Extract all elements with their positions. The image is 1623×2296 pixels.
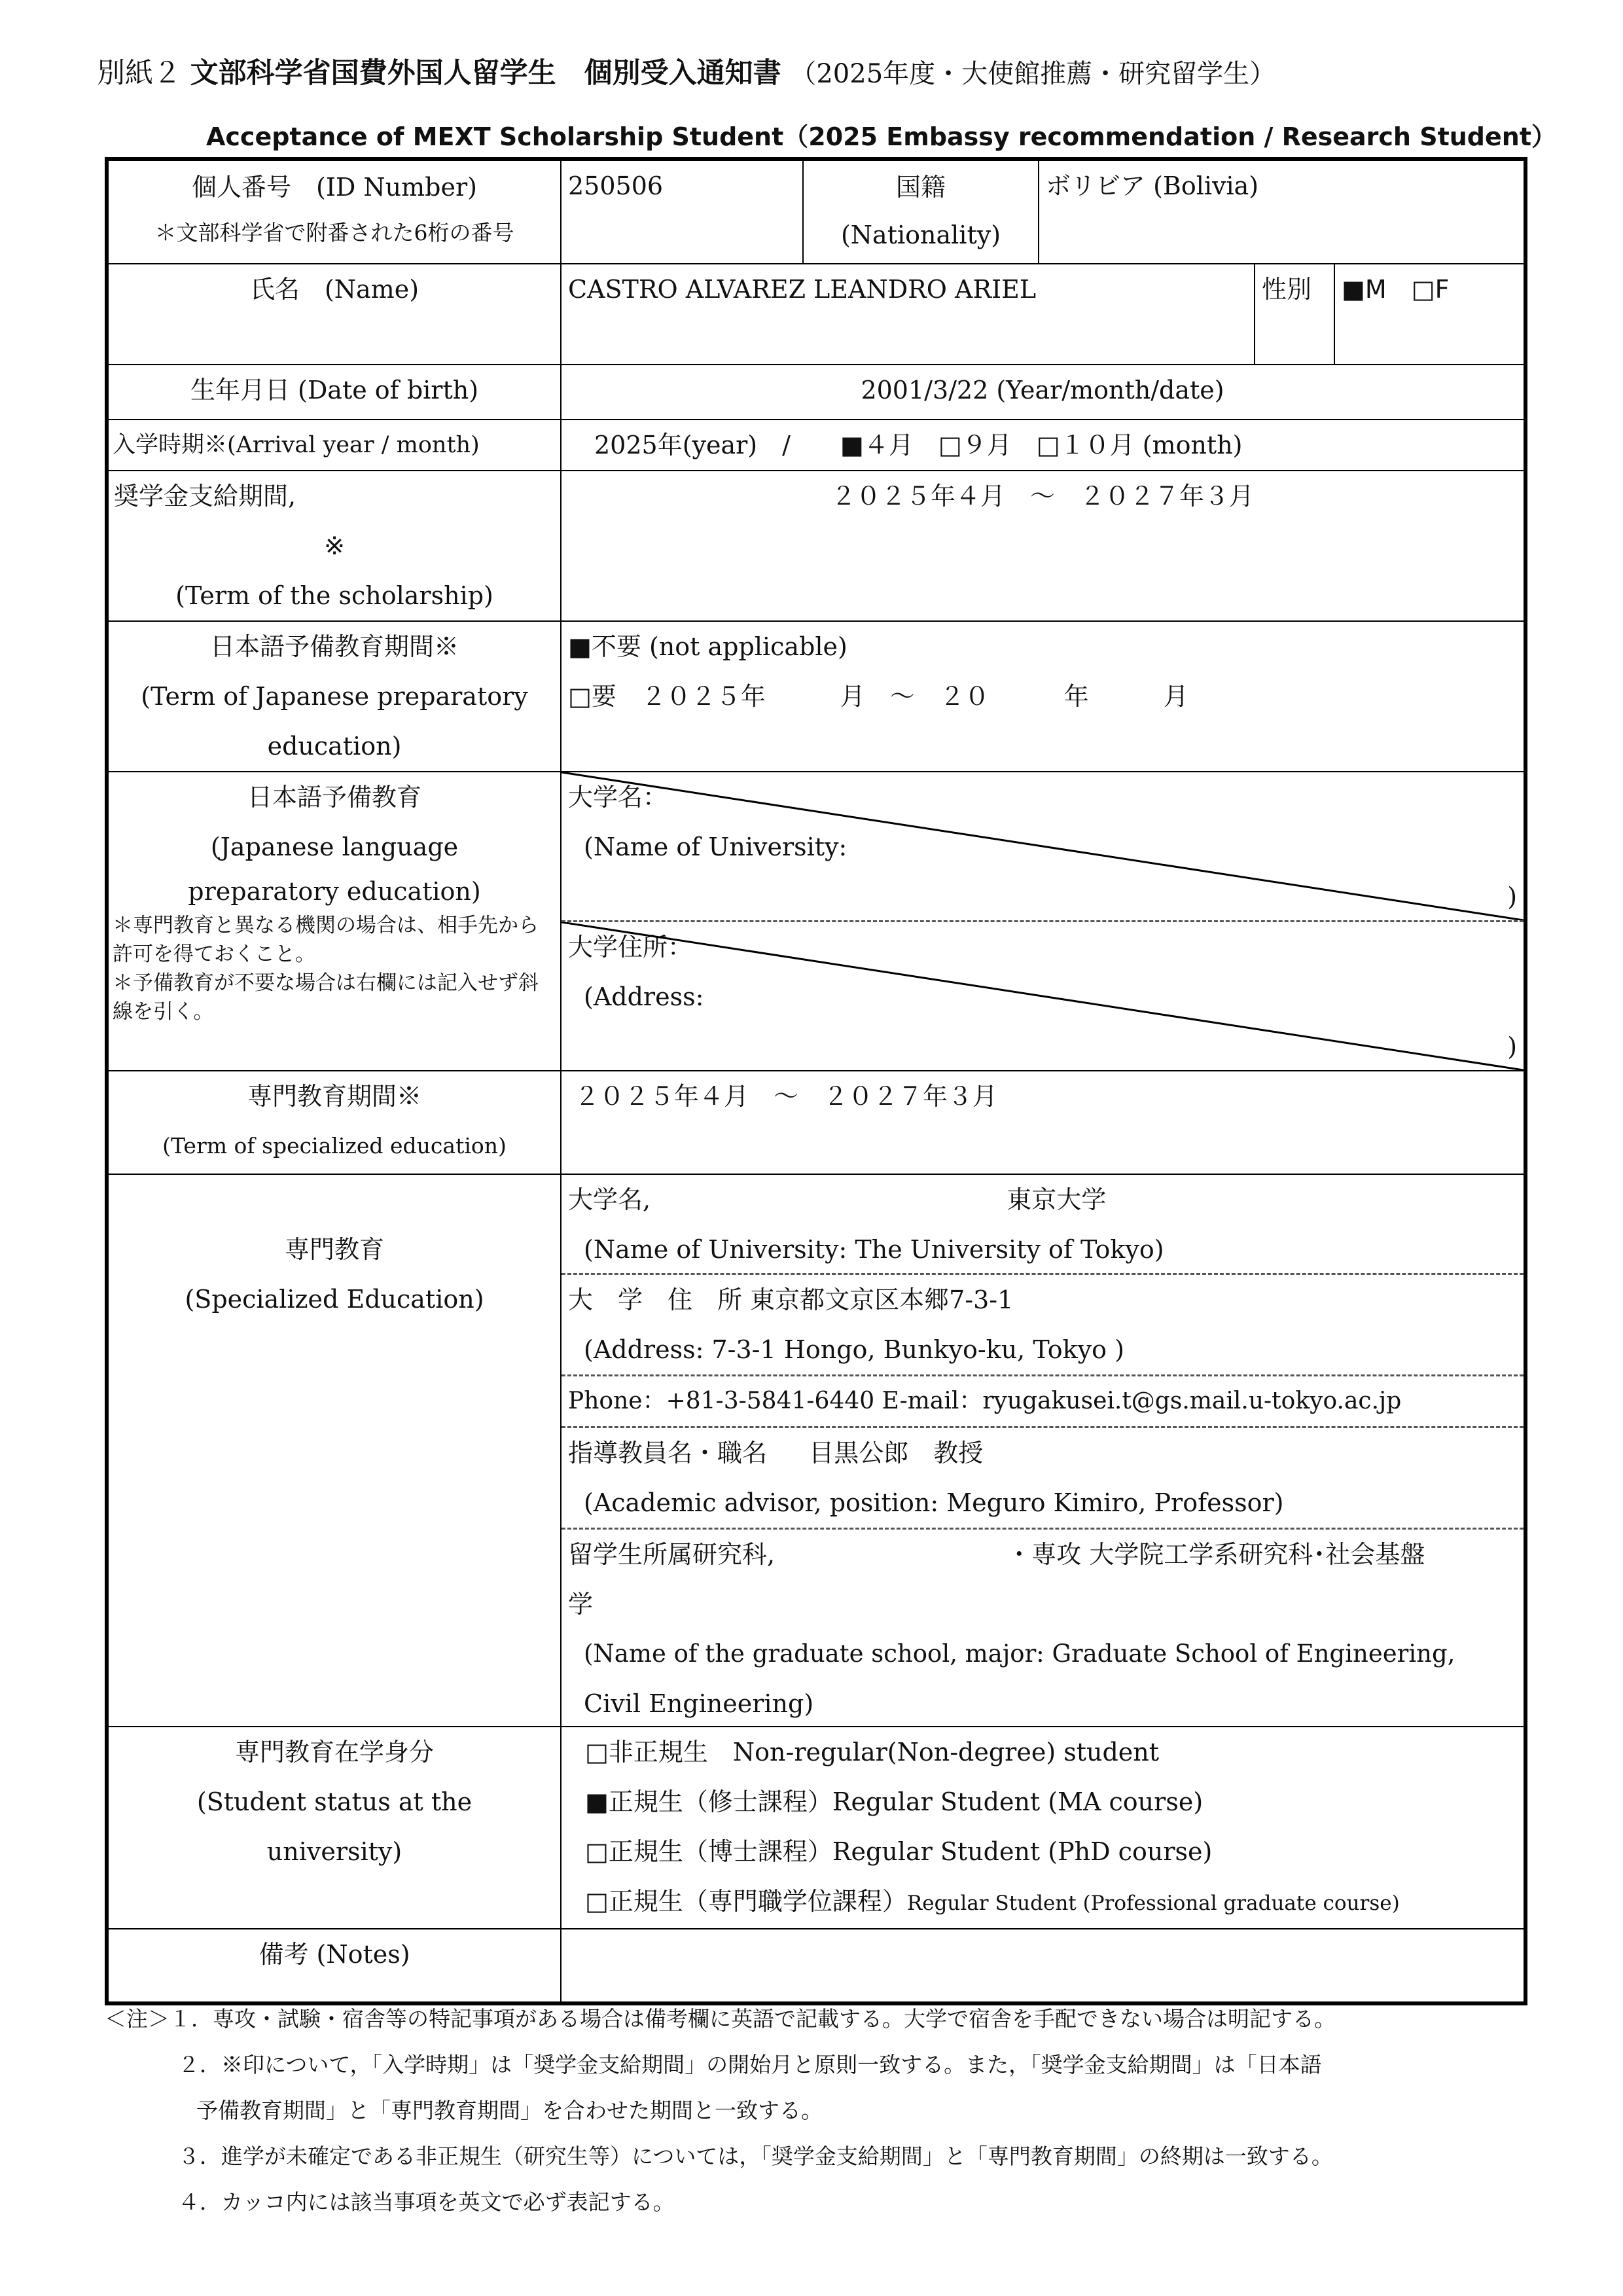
dob-label-cell bbox=[107, 365, 561, 420]
notes-label-cell bbox=[107, 1929, 561, 2003]
document-subtitle: Acceptance of MEXT Scholarship Student（2025 Embassy recommendation / Research Student） bbox=[206, 122, 1556, 151]
name-label-cell bbox=[107, 264, 561, 365]
scholarship-value: ２０２５年４月 ～ ２０２７年３月 bbox=[831, 482, 1255, 511]
spec-advisor-label: 指導教員名・職名 bbox=[568, 1439, 768, 1467]
scholarship-label-3: (Term of the scholarship) bbox=[175, 581, 493, 610]
row-arrival bbox=[107, 420, 1525, 471]
row-dob bbox=[107, 365, 1525, 420]
spec-school-value: 大学院工学系研究科･社会基盤 bbox=[1089, 1540, 1425, 1569]
title-main: 文部科学省国費外国人留学生 個別受入通知書 bbox=[190, 57, 781, 90]
spec-univ-block bbox=[562, 1175, 1524, 1275]
title-sub: （2025年度・大使館推薦・研究留学生） bbox=[790, 59, 1276, 89]
strike-line bbox=[562, 772, 1524, 920]
jp-prep-univ-label: 大学名： bbox=[568, 783, 668, 812]
jp-prep-term-option-1: ■不要 (not applicable) bbox=[568, 632, 847, 661]
row-scholarship bbox=[107, 471, 1525, 621]
arrival-label-cell bbox=[107, 420, 561, 471]
jp-prep-label-3: preparatory education) bbox=[188, 877, 481, 906]
id-label-cell bbox=[107, 159, 561, 264]
notes-label: 備考 (Notes) bbox=[259, 1940, 410, 1969]
scholarship-label-1: 奨学金支給期間, bbox=[114, 482, 296, 511]
acceptance-form-table bbox=[105, 157, 1527, 2005]
spec-univ-value: 東京大学 bbox=[1007, 1185, 1107, 1214]
footnote-1: ＜注＞１．専攻・試験・宿舎等の特記事項がある場合は備考欄に英語で記載する。大学で宿舎を手配できない場合は明記する。 bbox=[105, 2006, 1336, 2032]
spec-addr-label: 大 学 住 所 bbox=[568, 1285, 743, 1314]
jp-prep-note-2: ＊予備教育が不要な場合は右欄には記入せず斜線を引く。 bbox=[113, 971, 539, 1024]
spec-advisor-en: (Academic advisor, position: Meguro Kimiro, Professor) bbox=[584, 1488, 1284, 1517]
jp-prep-term-label-1: 日本語予備教育期間※ bbox=[209, 632, 459, 661]
row-jp-prep-term bbox=[107, 621, 1525, 772]
footnote-2-cont: 予備教育期間」と「専門教育期間」を合わせた期間と一致する。 bbox=[196, 2098, 823, 2123]
jp-prep-note-1: ＊専門教育と異なる機関の場合は、相手先から許可を得ておくこと。 bbox=[113, 914, 539, 966]
spec-univ-label: 大学名, bbox=[568, 1185, 651, 1214]
jp-prep-univ-block bbox=[562, 772, 1524, 922]
footnote-4: ４．カッコ内には該当事項を英文で必ず表記する。 bbox=[178, 2189, 675, 2215]
footnotes bbox=[105, 1996, 1336, 2225]
jp-prep-addr-block bbox=[562, 922, 1524, 1070]
status-label-3: university) bbox=[266, 1837, 402, 1866]
row-name bbox=[107, 264, 1525, 365]
jp-prep-term-value-cell bbox=[561, 621, 1525, 772]
footnote-3: ３．進学が未確定である非正規生（研究生等）については，「奨学金支給期間」と「専門教育期間」の終期は一致する。 bbox=[178, 2144, 1333, 2169]
spec-term-value: ２０２５年４月 ～ ２０２７年３月 bbox=[575, 1082, 998, 1111]
dob-value-cell bbox=[561, 365, 1525, 420]
spec-contact-block bbox=[562, 1376, 1524, 1428]
status-label-2: (Student status at the bbox=[196, 1787, 473, 1816]
status-option-1: □非正規生 Non-regular(Non-degree) student bbox=[585, 1738, 1160, 1767]
name-value: CASTRO ALVAREZ LEANDRO ARIEL bbox=[568, 275, 1037, 304]
sex-label: 性別 bbox=[1262, 275, 1312, 304]
row-spec bbox=[107, 1174, 1525, 1727]
jp-prep-addr-close: ) bbox=[1507, 1032, 1518, 1061]
jp-prep-term-label-cell bbox=[107, 621, 561, 772]
jp-prep-univ-close: ) bbox=[1507, 882, 1518, 911]
status-value-cell bbox=[561, 1727, 1525, 1929]
spec-advisor-block bbox=[562, 1428, 1524, 1530]
sex-value: ■M □F bbox=[1342, 275, 1450, 304]
jp-prep-addr-label: 大学住所： bbox=[568, 933, 693, 961]
nationality-label: 国籍 bbox=[895, 173, 946, 202]
dob-label: 生年月日 (Date of birth) bbox=[190, 376, 479, 404]
spec-school-value-cont: 学 bbox=[568, 1590, 594, 1619]
spec-univ-en: (Name of University: The University of Tokyo) bbox=[584, 1235, 1164, 1264]
spec-term-label-cell bbox=[107, 1071, 561, 1174]
spec-label-2: (Specialized Education) bbox=[185, 1285, 484, 1314]
status-label-cell bbox=[107, 1727, 561, 1929]
notes-value-cell bbox=[561, 1929, 1525, 2003]
name-label: 氏名 (Name) bbox=[249, 275, 419, 304]
scholarship-label-cell bbox=[107, 471, 561, 621]
spec-contact: Phone：+81-3-5841-6440 E-mail：ryugakusei.t@gs.mail.u-tokyo.ac.jp bbox=[568, 1388, 1402, 1414]
jp-prep-univ-label-en: (Name of University: bbox=[584, 833, 847, 861]
spec-value-cell bbox=[561, 1174, 1525, 1727]
spec-school-en-1: (Name of the graduate school, major: Graduate School of Engineering, bbox=[584, 1640, 1455, 1668]
row-status bbox=[107, 1727, 1525, 1929]
id-value: 250506 bbox=[568, 171, 664, 200]
footnote-2: ２．※印について，「入学時期」は「奨学金支給期間」の開始月と原則一致する。また，「奨学金支給期間」は「日本語 bbox=[178, 2052, 1322, 2077]
spec-addr-value: 東京都文京区本郷7-3-1 bbox=[750, 1285, 1014, 1314]
jp-prep-term-label-2: (Term of Japanese preparatory bbox=[141, 682, 528, 711]
status-option-2: ■正規生（修士課程）Regular Student (MA course) bbox=[585, 1787, 1204, 1816]
jp-prep-term-label-3: education) bbox=[267, 732, 402, 761]
spec-term-label-1: 専門教育期間※ bbox=[247, 1082, 421, 1111]
spec-term-label-2: (Term of specialized education) bbox=[162, 1133, 507, 1158]
nationality-value: ボリビア (Bolivia) bbox=[1046, 171, 1259, 200]
spec-school-label: 留学生所属研究科, bbox=[568, 1540, 776, 1569]
jp-prep-label-2: (Japanese language bbox=[210, 833, 459, 861]
name-value-cell bbox=[561, 264, 1255, 365]
id-value-cell bbox=[561, 159, 803, 264]
arrival-value-cell bbox=[561, 420, 1525, 471]
jp-prep-label-1: 日本語予備教育 bbox=[247, 783, 421, 812]
nationality-label-cell bbox=[803, 159, 1039, 264]
jp-prep-value-cell bbox=[561, 772, 1525, 1071]
spec-addr-en: (Address: 7-3-1 Hongo, Bunkyo-ku, Tokyo ) bbox=[584, 1335, 1124, 1364]
row-spec-term bbox=[107, 1071, 1525, 1174]
arrival-label: 入学時期※(Arrival year / month) bbox=[113, 432, 480, 458]
spec-label-cell bbox=[107, 1174, 561, 1727]
status-option-4-en: Regular Student (Professional graduate course) bbox=[906, 1892, 1400, 1915]
spec-addr-block bbox=[562, 1275, 1524, 1376]
scholarship-label-2: ※ bbox=[324, 531, 345, 560]
id-label: 個人番号 (ID Number) bbox=[192, 173, 477, 202]
spec-label-1: 専門教育 bbox=[284, 1235, 384, 1264]
nationality-value-cell bbox=[1039, 159, 1525, 264]
spec-term-value-cell bbox=[561, 1071, 1525, 1174]
jp-prep-term-option-2: □要 ２０２５年 月 ～ ２０ 年 月 bbox=[568, 682, 1188, 711]
dob-value: 2001/3/22 (Year/month/date) bbox=[861, 376, 1224, 404]
sex-label-cell bbox=[1255, 264, 1334, 365]
jp-prep-addr-label-en: (Address: bbox=[584, 982, 704, 1011]
scholarship-value-cell bbox=[561, 471, 1525, 621]
row-notes bbox=[107, 1929, 1525, 2003]
spec-advisor-value: 目黒公郎 教授 bbox=[809, 1439, 984, 1467]
id-label-note: ＊文部科学省で附番された6桁の番号 bbox=[154, 220, 514, 245]
row-jp-prep bbox=[107, 772, 1525, 1071]
status-option-4-jp: □正規生（専門職学位課程） bbox=[585, 1887, 907, 1916]
sex-value-cell bbox=[1334, 264, 1525, 365]
nationality-label-en: (Nationality) bbox=[840, 221, 1001, 249]
jp-prep-label-cell bbox=[107, 772, 561, 1071]
title-prefix: 別紙２ bbox=[97, 57, 181, 90]
document-title bbox=[97, 51, 1275, 91]
row-id bbox=[107, 159, 1525, 264]
spec-school-mid: ・専攻 bbox=[1007, 1540, 1082, 1569]
strike-line bbox=[562, 922, 1524, 1070]
spec-school-block bbox=[562, 1530, 1524, 1726]
status-label-1: 専門教育在学身分 bbox=[234, 1738, 434, 1767]
status-option-3: □正規生（博士課程）Regular Student (PhD course) bbox=[585, 1837, 1213, 1866]
spec-school-en-2: Civil Engineering) bbox=[584, 1689, 814, 1718]
arrival-value: 2025年(year) / ■４月 □９月 □１０月 (month) bbox=[594, 431, 1243, 459]
